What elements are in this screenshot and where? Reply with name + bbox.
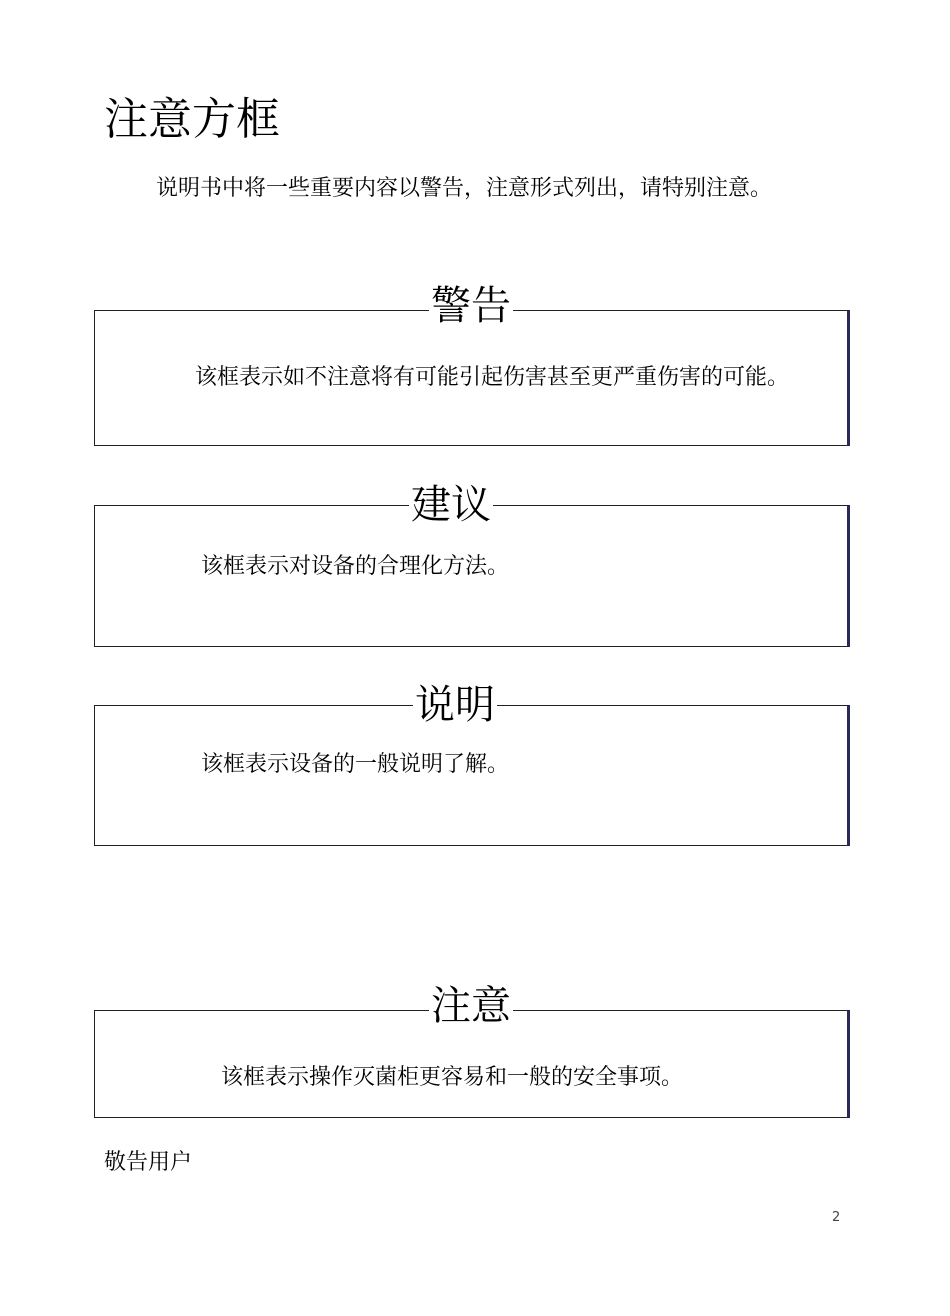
intro-paragraph: 说明书中将一些重要内容以警告，注意形式列出，请特别注意。 [156,176,773,201]
page-number: 2 [832,1210,841,1225]
page-title: 注意方框 [104,94,280,145]
caution-box-text: 该框表示操作灭菌柜更容易和一般的安全事项。 [221,1065,684,1090]
footer-text: 敬告用户 [104,1150,193,1175]
suggestion-box-title: 建议 [411,482,491,528]
explanation-box [94,682,850,846]
caution-box-title: 注意 [431,983,511,1029]
suggestion-box-text: 该框表示对设备的合理化方法。 [201,554,510,579]
warning-box-title: 警告 [431,283,511,329]
warning-box-text: 该框表示如不注意将有可能引起伤害甚至更严重伤害的可能。 [195,365,790,390]
caution-box [94,983,850,1118]
suggestion-box [94,482,850,647]
explanation-box-text: 该框表示设备的一般说明了解。 [201,752,510,777]
explanation-box-title: 说明 [415,682,495,728]
warning-box [94,283,850,446]
